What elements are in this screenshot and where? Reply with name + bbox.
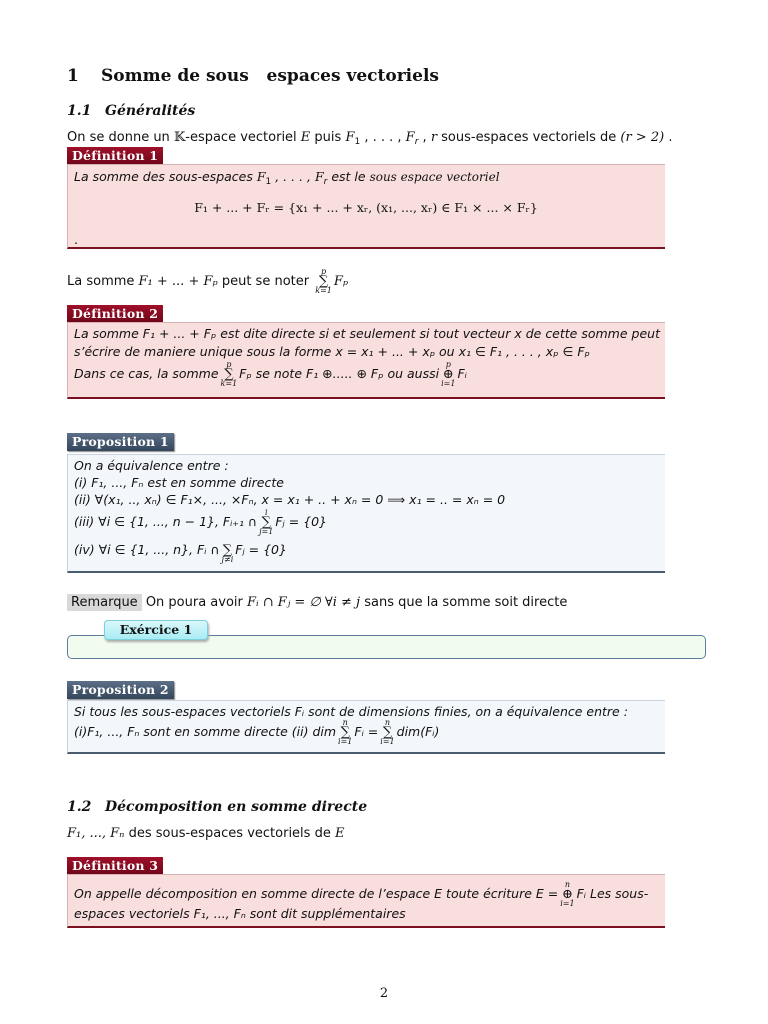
section-number: 1 <box>67 66 79 86</box>
def1-emph: sous espace vectoriel <box>369 170 500 184</box>
sum-symbol: n ∑ i=1 <box>380 718 395 746</box>
prop1-line5-b: Fⱼ = {0} <box>235 542 287 557</box>
intro-prefix: On se donne un <box>67 130 174 145</box>
def1-text: La somme des sous-espaces <box>74 169 257 184</box>
subsection-title-1-text: Généralités <box>105 103 196 119</box>
subsection-title-2 <box>67 799 367 815</box>
decomp-formula: F₁, ..., Fₙ <box>67 826 125 841</box>
oplus-symbol: n ⊕ i=1 <box>560 880 575 908</box>
sum-note-mid: peut se noter <box>217 274 314 289</box>
definition-1-box <box>67 164 665 249</box>
intro-r: r <box>430 130 438 145</box>
intro-r-sub: r <box>414 137 419 147</box>
prop2-sum2-bottom: i=1 <box>380 737 395 746</box>
section-title <box>67 66 439 86</box>
sum-symbol: p ∑ k=1 <box>315 267 332 295</box>
sum-note-term: Fₚ <box>333 274 349 289</box>
proposition-1-line5 <box>74 537 287 564</box>
def2-oplus-bottom: i=1 <box>441 379 456 388</box>
definition-2-box <box>67 322 665 399</box>
definition-2-line2: s’écrire de maniere unique sous la forme x = x₁ + ... + xₚ ou x₁ ∈ F₁ , . . . , xₚ ∈ Fₚ <box>74 344 590 359</box>
proposition-1-tag: Proposition 1 <box>67 433 174 451</box>
subsection-title-1 <box>67 103 195 119</box>
page-number: 2 <box>379 986 389 1001</box>
sum-note-prefix: La somme <box>67 274 139 289</box>
definition-3-line1 <box>74 881 648 908</box>
prop1-line5-bottom: j≠i <box>221 555 234 564</box>
remark-formula: Fᵢ ∩ Fⱼ = ∅ ∀i ≠ j <box>247 595 361 610</box>
definition-3-box <box>67 874 665 928</box>
intro-text2: puis <box>310 130 346 145</box>
prop2-sum2-top: n <box>384 718 391 727</box>
proposition-1-line2: (i) F₁, ..., Fₙ est en somme directe <box>74 475 284 490</box>
def3-oplus-bottom: i=1 <box>560 899 575 908</box>
definition-2-tag: Définition 2 <box>67 305 163 323</box>
decomp-space: E <box>334 826 345 841</box>
decomposition-intro <box>67 826 344 841</box>
proposition-1-line1: On a équivalence entre : <box>74 458 229 473</box>
definition-1-tag: Définition 1 <box>67 147 163 165</box>
definition-2-line3 <box>74 361 467 388</box>
intro-text4: , <box>418 130 431 145</box>
sum-bottom: k=1 <box>315 286 332 295</box>
prop1-line5-a: (iv) ∀i ∈ {1, ..., n}, Fᵢ ∩ <box>74 542 220 557</box>
remark-label: Remarque <box>67 594 142 611</box>
prop2-sum-bottom: i=1 <box>338 737 353 746</box>
oplus-symbol: p ⊕ i=1 <box>441 360 456 388</box>
definition-3-tag: Définition 3 <box>67 857 163 875</box>
prop1-line4-b: Fⱼ = {0} <box>275 514 328 529</box>
intro-text1: -espace vectoriel <box>185 130 301 145</box>
prop1-line4-a: (iii) ∀i ∈ {1, ..., n − 1}, Fᵢ₊₁ ∩ <box>74 514 258 529</box>
definition-3-line2: espaces vectoriels F₁, ..., Fₙ sont dit supplémentaires <box>74 906 406 921</box>
def2-oplus-top: p <box>445 360 451 369</box>
intro-text3: , . . . , <box>360 130 406 145</box>
sum-symbol: p ∑ k=1 <box>220 360 238 388</box>
definition-2-line1: La somme F₁ + ... + Fₚ est dite directe si et seulement si tout vecteur x de cette somme peut <box>74 326 660 341</box>
subsection-number-2: 1.2 <box>67 799 92 815</box>
definition-1-formula: F₁ + ... + Fᵣ = {x₁ + ... + xᵣ, (x₁, ..., xᵣ) ∈ F₁ × ... × Fᵣ} <box>194 200 538 215</box>
field-symbol: 𝕂 <box>173 130 186 145</box>
prop1-line4-bottom: j=1 <box>259 527 274 536</box>
definition-1-line1: La somme des sous-espaces $F_1$ , . . . , $F_r$ est le sous espace vectoriel <box>74 169 500 187</box>
proposition-1-box <box>67 454 665 573</box>
def1-end: est le <box>327 169 370 184</box>
decomp-text: des sous-espaces vectoriels de <box>124 826 335 841</box>
subsection-number-1: 1.1 <box>67 103 92 119</box>
proposition-1-line4 <box>74 509 327 536</box>
proposition-2-line2 <box>74 719 439 746</box>
prop2-line2-a: (i)F₁, ..., Fₙ sont en somme directe (ii) dim <box>74 724 337 739</box>
prop2-sum-top: n <box>342 718 348 727</box>
proposition-2-box <box>67 700 665 754</box>
prop1-line4-top: i <box>264 508 268 517</box>
proposition-2-tag: Proposition 2 <box>67 681 174 699</box>
def2-sum-top: p <box>226 360 232 369</box>
definition-1-dot: . <box>74 232 78 247</box>
proposition-2-line1: Si tous les sous-espaces vectoriels Fᵢ sont de dimensions finies, on a équivalence entre : <box>74 704 628 719</box>
sum-symbol: i ∑ j=1 <box>259 508 274 536</box>
sum-note-formula: F₁ + ... + Fₚ <box>138 274 218 289</box>
intro-text5: sous-espaces vectoriels de <box>437 130 621 145</box>
def2-line3-b: Fₚ se note F₁ ⊕..... ⊕ Fₚ ou aussi <box>239 366 440 381</box>
def3-line1-a: On appelle décomposition en somme directe de l’espace E toute écriture E = <box>74 886 559 901</box>
prop2-line2-b: Fᵢ = <box>354 724 379 739</box>
space-symbol: E <box>300 130 311 145</box>
sum-top: p <box>320 267 327 276</box>
sum-symbol: ∑ j≠i <box>221 543 234 564</box>
sum-notation-paragraph <box>67 268 348 295</box>
intro-end: . <box>664 130 673 145</box>
def1-mid: , . . . , <box>271 169 315 184</box>
proposition-1-line3: (ii) ∀(x₁, .., xₙ) ∈ F₁×, ..., ×Fₙ, x = x₁ + .. + xₙ = 0 ⟹ x₁ = .. = xₙ = 0 <box>74 492 506 507</box>
def3-oplus-top: n <box>564 880 570 889</box>
def3-line1-b: Fᵢ Les sous- <box>576 886 649 901</box>
remark-paragraph <box>67 595 567 610</box>
def2-sum-bottom: k=1 <box>220 379 238 388</box>
remark-text-b: sans que la somme soit directe <box>360 595 568 610</box>
section-title-text: Somme de sous espaces vectoriels <box>101 66 439 86</box>
sum-symbol: n ∑ i=1 <box>338 718 353 746</box>
intro-paragraph: On se donne un 𝕂-espace vectoriel E puis $F_1$ , . . . , $F_r$ , r sous-espaces vectoriels de (r > 2) . <box>67 130 673 147</box>
intro-condition: (r > 2) <box>620 130 665 145</box>
def2-line3-a: Dans ce cas, la somme <box>74 366 219 381</box>
subsection-title-2-text: Décomposition en somme directe <box>105 799 368 815</box>
def2-line3-c: Fᵢ <box>457 366 467 381</box>
remark-text-a: On poura avoir <box>141 595 248 610</box>
prop2-line2-c: dim(Fᵢ) <box>396 724 440 739</box>
exercise-1-tag: Exércice 1 <box>104 620 208 640</box>
